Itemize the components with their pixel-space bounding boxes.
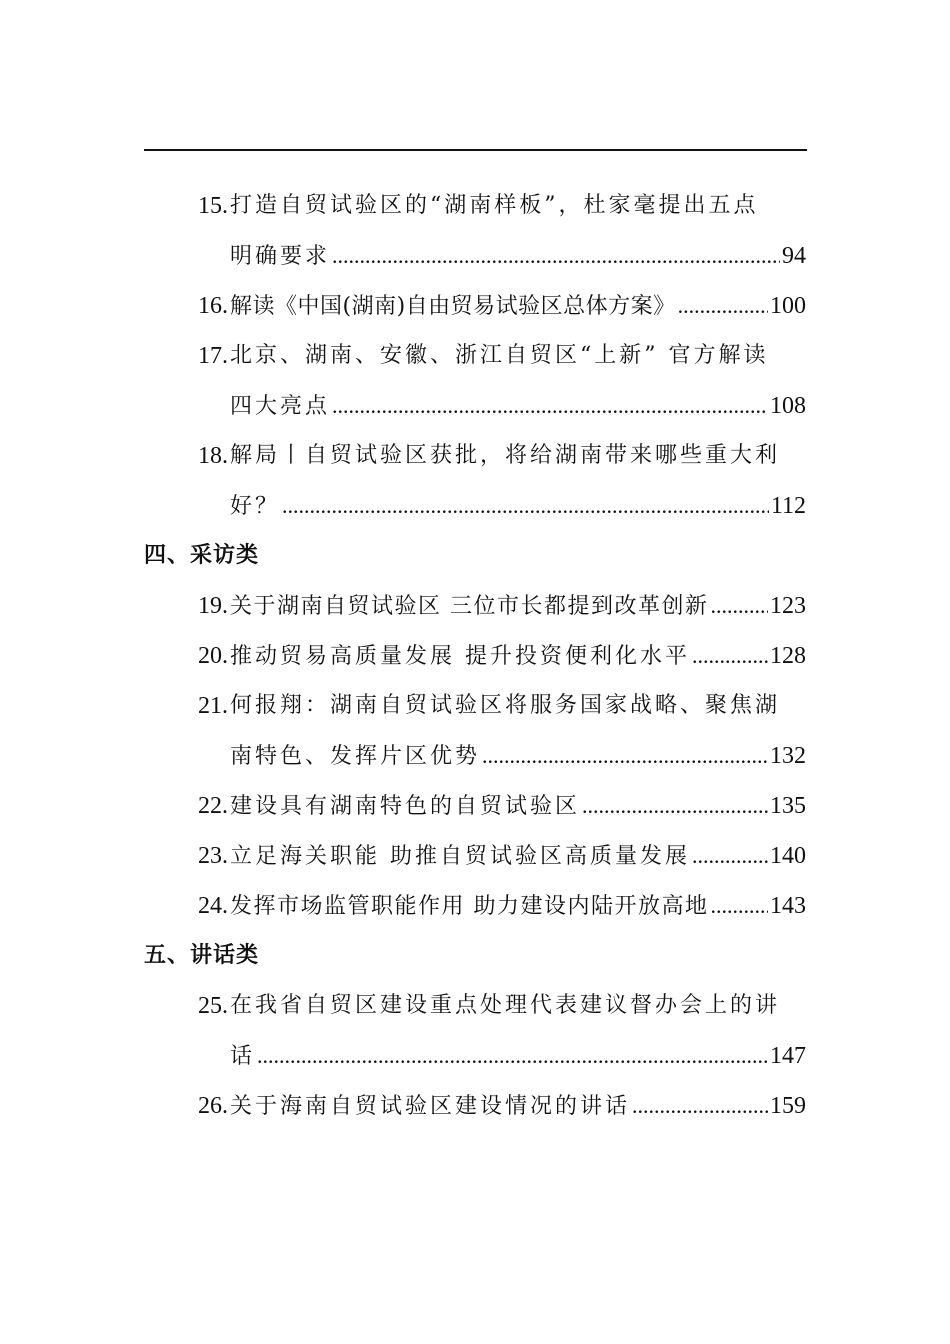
toc-entry-25-cont[interactable] [0,1031,950,1081]
toc-title: 建设具有湖南特色的自贸试验区 [230,794,581,819]
toc-title: 打造自贸试验区的“湖南样板”，杜家毫提出五点 [230,193,759,218]
toc-page-number: 123 [770,593,806,619]
toc-entry-15[interactable] [0,181,950,231]
toc-entry-16[interactable] [0,281,950,331]
toc-leader-row [230,1081,806,1132]
toc-entry-18[interactable] [0,431,950,481]
dot-leader [632,1081,768,1131]
toc-page-number: 132 [770,743,806,769]
dot-leader [678,281,768,331]
toc-number: 24. [198,893,228,919]
toc-page-number: 108 [770,393,806,419]
toc-title: 在我省自贸区建设重点处理代表建议督办会上的讲 [230,993,781,1018]
toc-leader-row [230,281,806,332]
toc-number: 19. [198,593,228,619]
dot-leader [282,481,769,531]
toc-title: 北京、湖南、安徽、浙江自贸区“上新” 官方解读 [230,343,769,368]
toc-title-continued: 南特色、发挥片区优势 [230,744,481,769]
toc-leader-row [230,231,806,282]
toc-page-number: 128 [770,643,806,669]
toc-title: 解局丨自贸试验区获批，将给湖南带来哪些重大利 [230,443,781,468]
header-rule [144,149,807,151]
toc-page-number: 100 [770,293,806,319]
toc-title: 推动贸易高质量发展 提升投资便利化水平 [230,644,690,669]
toc-title-continued: 好？ [230,494,281,519]
toc-title-continued: 明确要求 [230,244,331,269]
dot-leader [332,381,768,431]
dot-leader [482,731,768,781]
toc-title: 发挥市场监管职能作用 助力建设内陆开放高地 [230,894,709,919]
section-heading-speeches: 五、讲话类 [144,943,260,968]
section-heading-interviews: 四、采访类 [144,543,260,568]
toc-leader-row [230,381,806,432]
toc-number: 16. [198,293,228,319]
toc-number: 17. [198,343,228,369]
dot-leader [711,581,769,631]
toc-number: 15. [198,193,228,219]
toc-entry-15-cont[interactable] [0,231,950,281]
toc-number: 20. [198,643,228,669]
toc-page-number: 159 [770,1093,806,1119]
toc-entry-23[interactable] [0,831,950,881]
dot-leader [692,631,768,681]
toc-entry-22[interactable] [0,781,950,831]
toc-entry-25[interactable] [0,981,950,1031]
dot-leader [332,231,780,281]
dot-leader [711,881,769,931]
toc-title: 关于海南自贸试验区建设情况的讲话 [230,1094,631,1119]
toc-leader-row [230,831,806,882]
toc-number: 23. [198,843,228,869]
toc-leader-row [230,731,806,782]
toc-number: 25. [198,993,228,1019]
toc-leader-row [230,781,806,832]
toc-leader-row [230,481,806,532]
toc-title: 关于湖南自贸试验区 三位市长都提到改革创新 [230,594,709,619]
toc-entry-20[interactable] [0,631,950,681]
toc-leader-row [230,631,806,682]
toc-number: 26. [198,1093,228,1119]
toc-number: 21. [198,693,228,719]
dot-leader [692,831,768,881]
toc-title: 何报翔：湖南自贸试验区将服务国家战略、聚焦湖 [230,693,781,718]
toc-leader-row [230,581,806,632]
toc-entry-19[interactable] [0,581,950,631]
toc-number: 22. [198,793,228,819]
toc-page-number: 147 [770,1043,806,1069]
toc-page-number: 143 [770,893,806,919]
toc-page-number: 140 [770,843,806,869]
toc-entry-17[interactable] [0,331,950,381]
toc-entry-26[interactable] [0,1081,950,1131]
toc-title-continued: 四大亮点 [230,394,331,419]
toc-entry-24[interactable] [0,881,950,931]
dot-leader [582,781,768,831]
toc-title: 解读《中国(湖南)自由贸易试验区总体方案》 [230,294,676,319]
toc-title: 立足海关职能 助推自贸试验区高质量发展 [230,844,690,869]
dot-leader [257,1031,768,1081]
toc-entry-18-cont[interactable] [0,481,950,531]
toc-title-continued: 话 [230,1044,256,1069]
toc-entry-21-cont[interactable] [0,731,950,781]
toc-leader-row [230,881,806,932]
toc-page-number: 112 [770,493,806,519]
toc-page-number: 94 [782,243,806,269]
toc-number: 18. [198,443,228,469]
toc-entry-17-cont[interactable] [0,381,950,431]
toc-entry-21[interactable] [0,681,950,731]
toc-leader-row [230,1031,806,1082]
toc-page-number: 135 [770,793,806,819]
